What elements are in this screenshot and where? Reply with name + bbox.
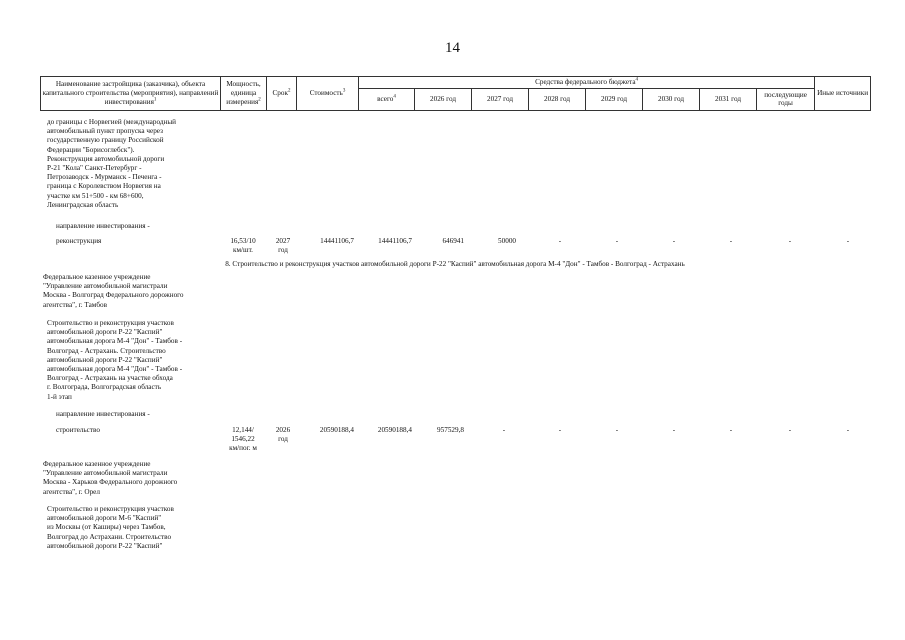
header-cost-cell: Стоимость$^3$ [297, 77, 359, 111]
block1-2027: 50000 [498, 237, 516, 245]
block2-2028: - [558, 426, 562, 434]
block3-org-text: Федеральное казенное учреждение "Управление автомобильной магистрали Москва - Харьков Федерального дорожного агентства", г. Орел [43, 460, 178, 496]
block1-2028: - [558, 237, 562, 245]
block2-row-name: строительство [56, 426, 100, 434]
block2-2029: - [615, 426, 619, 434]
block2-cost: 20590188,4 [319, 426, 354, 434]
block2-2031: - [729, 426, 733, 434]
header-next-cell: последующие годы [757, 88, 815, 110]
table-header [40, 76, 871, 111]
header-other-cell: Иные источники [815, 77, 871, 111]
block1-next: - [788, 237, 792, 245]
block2-object-text: Строительство и реконструкция участков автомобильной дороги Р-22 "Каспий" автомобильная дорога М-4 "Дон" - Тамбов - Волгоград - Астрахань. Строительство автомобильной дороги Р-22 "Каспий" автомобильная дорога М-4 "Дон" - Тамбов - Волгоград - Астрахань на участке обхода г. Волгограда, Волгоградская область 1-й этап [47, 319, 183, 401]
block2-total: 20590188,4 [377, 426, 412, 434]
header-2028-cell: 2028 год [529, 88, 586, 110]
block1-cost: 14441106,7 [320, 237, 354, 245]
block1-row-name: реконструкция [56, 237, 102, 245]
header-total-cell: всего$^4$ [359, 88, 415, 110]
block1-2031: - [729, 237, 733, 245]
block1-2029: - [615, 237, 619, 245]
block1-direction-label: направление инвестирования - [56, 222, 150, 230]
block1-2026: 646941 [442, 237, 464, 245]
block2-org-text: Федеральное казенное учреждение "Управление автомобильной магистрали Москва - Волгоград Федерального дорожного агентства", г. Тамбов [43, 273, 184, 309]
header-term-cell: Срок$^2$ [267, 77, 297, 111]
header-federal-cell: Средства федерального бюджета$^4$ [359, 77, 815, 89]
block2-direction-label: направление инвестирования - [56, 410, 150, 418]
block1-object-text: до границы с Норвегией (международный автомобильный пункт пропуска через государственную границу Российской Федерации "Борисоглебск"). Реконструкция автомобильной дороги Р-21 "Кола" Санкт-Петербург - Петрозаводск - Мурманск - Печенга - граница с Королевством Норвегия на участке км 51+500 - км 68+600, Ленинградская область [47, 118, 177, 209]
header-2027-cell: 2027 год [472, 88, 529, 110]
block2-2030: - [672, 426, 676, 434]
block2-next: - [788, 426, 792, 434]
header-2029-cell: 2029 год [586, 88, 643, 110]
header-2031-cell: 2031 год [700, 88, 757, 110]
section-title: 8. Строительство и реконструкция участков автомобильной дороги Р-22 "Каспий" автомобильная дорога М-4 "Дон" - Тамбов - Волгоград - Астрахань [225, 260, 685, 268]
block1-total: 14441106,7 [378, 237, 412, 245]
block2-term: 2026 год [275, 426, 291, 444]
header-2030-cell: 2030 год [643, 88, 700, 110]
header-name-cell: Наименование застройщика (заказчика), объекта капитального строительства (мероприятия), направлений инвестирования$^1$ [41, 77, 221, 111]
block1-term: 2027 год [275, 237, 291, 255]
block2-2027: - [502, 426, 506, 434]
header-2026-cell: 2026 год [415, 88, 472, 110]
header-capacity-cell: Мощность, единица измерения$^2$ [221, 77, 267, 111]
block2-other: - [846, 426, 850, 434]
page-number: 14 [445, 40, 460, 56]
block2-capacity: 12,144/ 1546,22 км/пог. м [229, 426, 257, 453]
block1-capacity: 16,53/10 км/шт. [230, 237, 256, 255]
block2-2026: 957529,8 [437, 426, 464, 434]
block1-other: - [846, 237, 850, 245]
block1-2030: - [672, 237, 676, 245]
block3-object-text: Строительство и реконструкция участков автомобильной дороги М-6 "Каспий" из Москвы (от Каширы) через Тамбов, Волгоград до Астрахани. Строительство автомобильной дороги Р-22 "Каспий" [47, 505, 174, 550]
